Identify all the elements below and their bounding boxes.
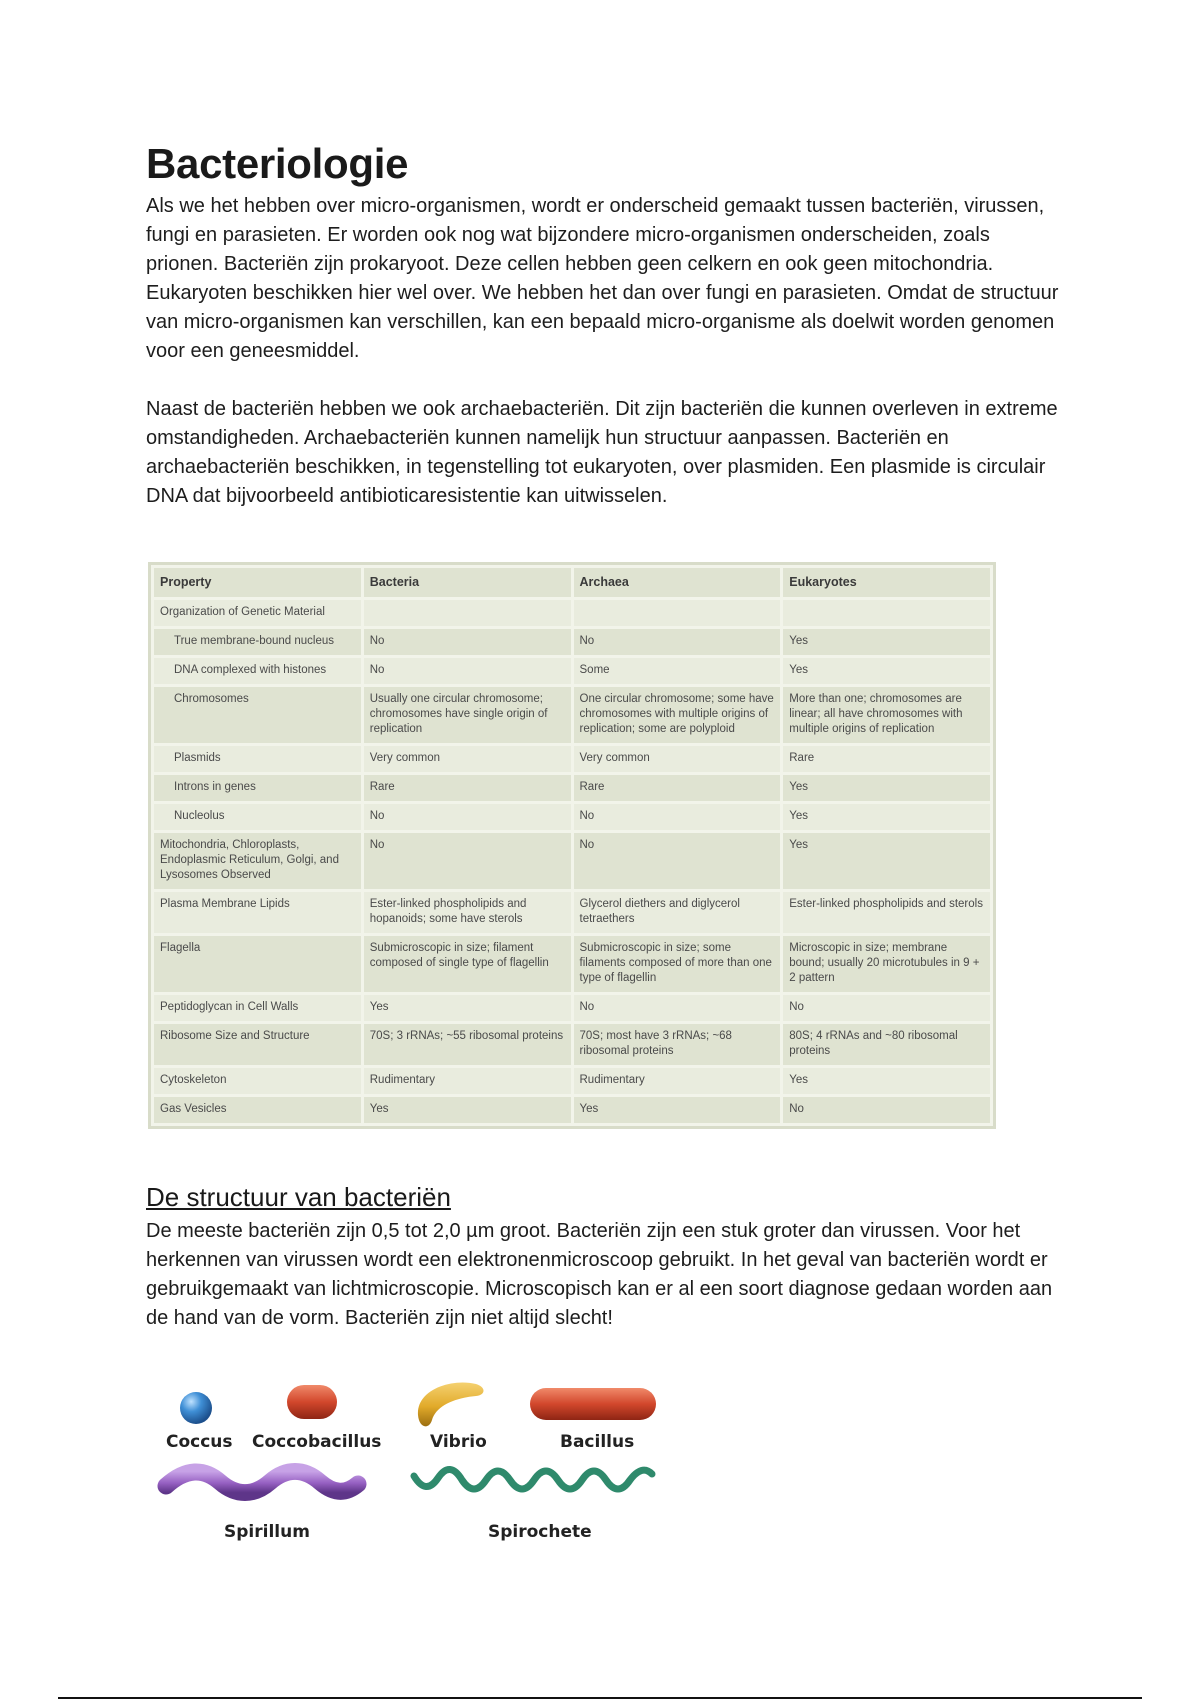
- section-heading: De structuur van bacteriën: [146, 1182, 451, 1212]
- table-cell-archaea: No: [572, 628, 782, 657]
- table-row: [153, 1096, 992, 1125]
- coccobacillus-shape: [287, 1385, 337, 1419]
- table-cell-property: Plasma Membrane Lipids: [153, 891, 363, 935]
- table-cell-archaea: Rare: [572, 774, 782, 803]
- table-cell-eukaryotes: 80S; 4 rRNAs and ~80 ribosomal proteins: [782, 1023, 992, 1067]
- table-row: [153, 803, 992, 832]
- table-header-archaea: Archaea: [572, 567, 782, 599]
- bacteria-shapes-figure: [146, 1370, 706, 1600]
- table-row: [153, 832, 992, 891]
- table-header-row: [153, 567, 992, 599]
- table-row: [153, 935, 992, 994]
- table-cell-eukaryotes: Ester-linked phospholipids and sterols: [782, 891, 992, 935]
- table-header-property: Property: [153, 567, 363, 599]
- intro-paragraph-1: Als we het hebben over micro-organismen, wordt er onderscheid gemaakt tussen bacteriën, virussen, fungi en parasieten. Er worden ook nog wat bijzondere micro-organismen onderscheiden, zoals prionen. Bacteriën zijn prokaryoot. Deze cellen hebben geen celkern en ook geen mitochondria. Eukaryoten beschikken hier wel over. We hebben het dan over fungi en parasieten. Omdat de structuur van micro-organismen kan verschillen, kan een bepaald micro-organisme als doelwit worden genomen voor een geneesmiddel.: [146, 195, 1059, 363]
- table-row: [153, 891, 992, 935]
- table-cell-bacteria: Ester-linked phospholipids and hopanoids; some have sterols: [362, 891, 572, 935]
- table-cell-eukaryotes: Yes: [782, 657, 992, 686]
- table-row: [153, 994, 992, 1023]
- table-cell-eukaryotes: No: [782, 994, 992, 1023]
- table-cell-property: Nucleolus: [153, 803, 363, 832]
- table-cell-archaea: No: [572, 803, 782, 832]
- table-cell-eukaryotes: Yes: [782, 1067, 992, 1096]
- table-cell-eukaryotes: Yes: [782, 832, 992, 891]
- table-row: [153, 628, 992, 657]
- label-coccus: Coccus: [166, 1432, 233, 1452]
- table-cell-property: Plasmids: [153, 745, 363, 774]
- table-row: [153, 1023, 992, 1067]
- table-cell-bacteria: Yes: [362, 994, 572, 1023]
- table-cell-archaea: Some: [572, 657, 782, 686]
- table-cell-property: Chromosomes: [153, 686, 363, 745]
- table-cell-archaea: Glycerol diethers and diglycerol tetraethers: [572, 891, 782, 935]
- table-cell-archaea: Rudimentary: [572, 1067, 782, 1096]
- table-cell-bacteria: No: [362, 657, 572, 686]
- table-cell-property: Organization of Genetic Material: [153, 599, 363, 628]
- table-cell-archaea: Very common: [572, 745, 782, 774]
- table-row: [153, 686, 992, 745]
- structure-section: [146, 1182, 1076, 1333]
- table-header-eukaryotes: Eukaryotes: [782, 567, 992, 599]
- table-cell-bacteria: Submicroscopic in size; filament composed of single type of flagellin: [362, 935, 572, 994]
- table-cell-archaea: Submicroscopic in size; some filaments composed of more than one type of flagellin: [572, 935, 782, 994]
- table-cell-eukaryotes: Microscopic in size; membrane bound; usually 20 microtubules in 9 + 2 pattern: [782, 935, 992, 994]
- table-cell-property: Peptidoglycan in Cell Walls: [153, 994, 363, 1023]
- table-cell-archaea: One circular chromosome; some have chromosomes with multiple origins of replication; some are polyploid: [572, 686, 782, 745]
- table-cell-eukaryotes: Yes: [782, 803, 992, 832]
- spirochete-shape: [414, 1469, 652, 1489]
- table-cell-property: Cytoskeleton: [153, 1067, 363, 1096]
- table-row: [153, 657, 992, 686]
- section-paragraph: De meeste bacteriën zijn 0,5 tot 2,0 µm groot. Bacteriën zijn een stuk groter dan virussen. Voor het herkennen van virussen wordt een elektronenmicroscoop gebruikt. In het geval van bacteriën wordt er gebruikgemaakt van lichtmicroscopie. Microscopisch kan er al een soort diagnose gedaan worden aan de hand van de vorm. Bacteriën zijn niet altijd slecht!: [146, 1220, 1053, 1330]
- table-header-bacteria: Bacteria: [362, 567, 572, 599]
- table-row: [153, 1067, 992, 1096]
- table-cell-property: Gas Vesicles: [153, 1096, 363, 1125]
- table-cell-bacteria: Rare: [362, 774, 572, 803]
- table-cell-eukaryotes: Yes: [782, 774, 992, 803]
- table-cell-bacteria: Rudimentary: [362, 1067, 572, 1096]
- table-row: [153, 599, 992, 628]
- table-cell-bacteria: Yes: [362, 1096, 572, 1125]
- comparison-table: [148, 562, 996, 1129]
- table-cell-eukaryotes: More than one; chromosomes are linear; all have chromosomes with multiple origins of replication: [782, 686, 992, 745]
- table-cell-bacteria: No: [362, 628, 572, 657]
- table-row: [153, 774, 992, 803]
- table-cell-archaea: [572, 599, 782, 628]
- table-cell-eukaryotes: No: [782, 1096, 992, 1125]
- document-page: [146, 140, 1066, 511]
- label-spirochete: Spirochete: [488, 1522, 592, 1542]
- page-bottom-divider: [58, 1697, 1142, 1699]
- table-cell-property: Flagella: [153, 935, 363, 994]
- table-cell-bacteria: Usually one circular chromosome; chromosomes have single origin of replication: [362, 686, 572, 745]
- table-row: [153, 745, 992, 774]
- page-title: Bacteriologie: [146, 140, 409, 187]
- table-cell-eukaryotes: Rare: [782, 745, 992, 774]
- label-coccobacillus: Coccobacillus: [252, 1432, 382, 1452]
- table-cell-bacteria: No: [362, 832, 572, 891]
- table-cell-property: Ribosome Size and Structure: [153, 1023, 363, 1067]
- label-bacillus: Bacillus: [560, 1432, 635, 1452]
- table-cell-property: Mitochondria, Chloroplasts, Endoplasmic Reticulum, Golgi, and Lysosomes Observed: [153, 832, 363, 891]
- label-spirillum: Spirillum: [224, 1522, 310, 1542]
- intro-paragraph-2: Naast de bacteriën hebben we ook archaebacteriën. Dit zijn bacteriën die kunnen overleven in extreme omstandigheden. Archaebacteriën kunnen namelijk hun structuur aanpassen. Bacteriën en archaebacteriën beschikken, in tegenstelling tot eukaryoten, over plasmiden. Een plasmide is circulair DNA dat bijvoorbeeld antibioticaresistentie kan uitwisselen.: [146, 398, 1058, 508]
- table-cell-bacteria: 70S; 3 rRNAs; ~55 ribosomal proteins: [362, 1023, 572, 1067]
- table-cell-property: DNA complexed with histones: [153, 657, 363, 686]
- table-cell-eukaryotes: [782, 599, 992, 628]
- table-cell-bacteria: Very common: [362, 745, 572, 774]
- table-cell-archaea: No: [572, 994, 782, 1023]
- table-cell-bacteria: [362, 599, 572, 628]
- label-vibrio: Vibrio: [430, 1432, 487, 1452]
- table-cell-archaea: No: [572, 832, 782, 891]
- coccus-shape: [180, 1392, 212, 1424]
- table-cell-eukaryotes: Yes: [782, 628, 992, 657]
- table-cell-archaea: Yes: [572, 1096, 782, 1125]
- bacillus-shape: [530, 1388, 656, 1420]
- table-cell-property: True membrane-bound nucleus: [153, 628, 363, 657]
- bacteria-shapes-svg: [146, 1370, 706, 1600]
- table-cell-property: Introns in genes: [153, 774, 363, 803]
- table-cell-bacteria: No: [362, 803, 572, 832]
- table-cell-archaea: 70S; most have 3 rRNAs; ~68 ribosomal proteins: [572, 1023, 782, 1067]
- spirillum-shape: [166, 1472, 358, 1493]
- vibrio-shape: [418, 1382, 484, 1426]
